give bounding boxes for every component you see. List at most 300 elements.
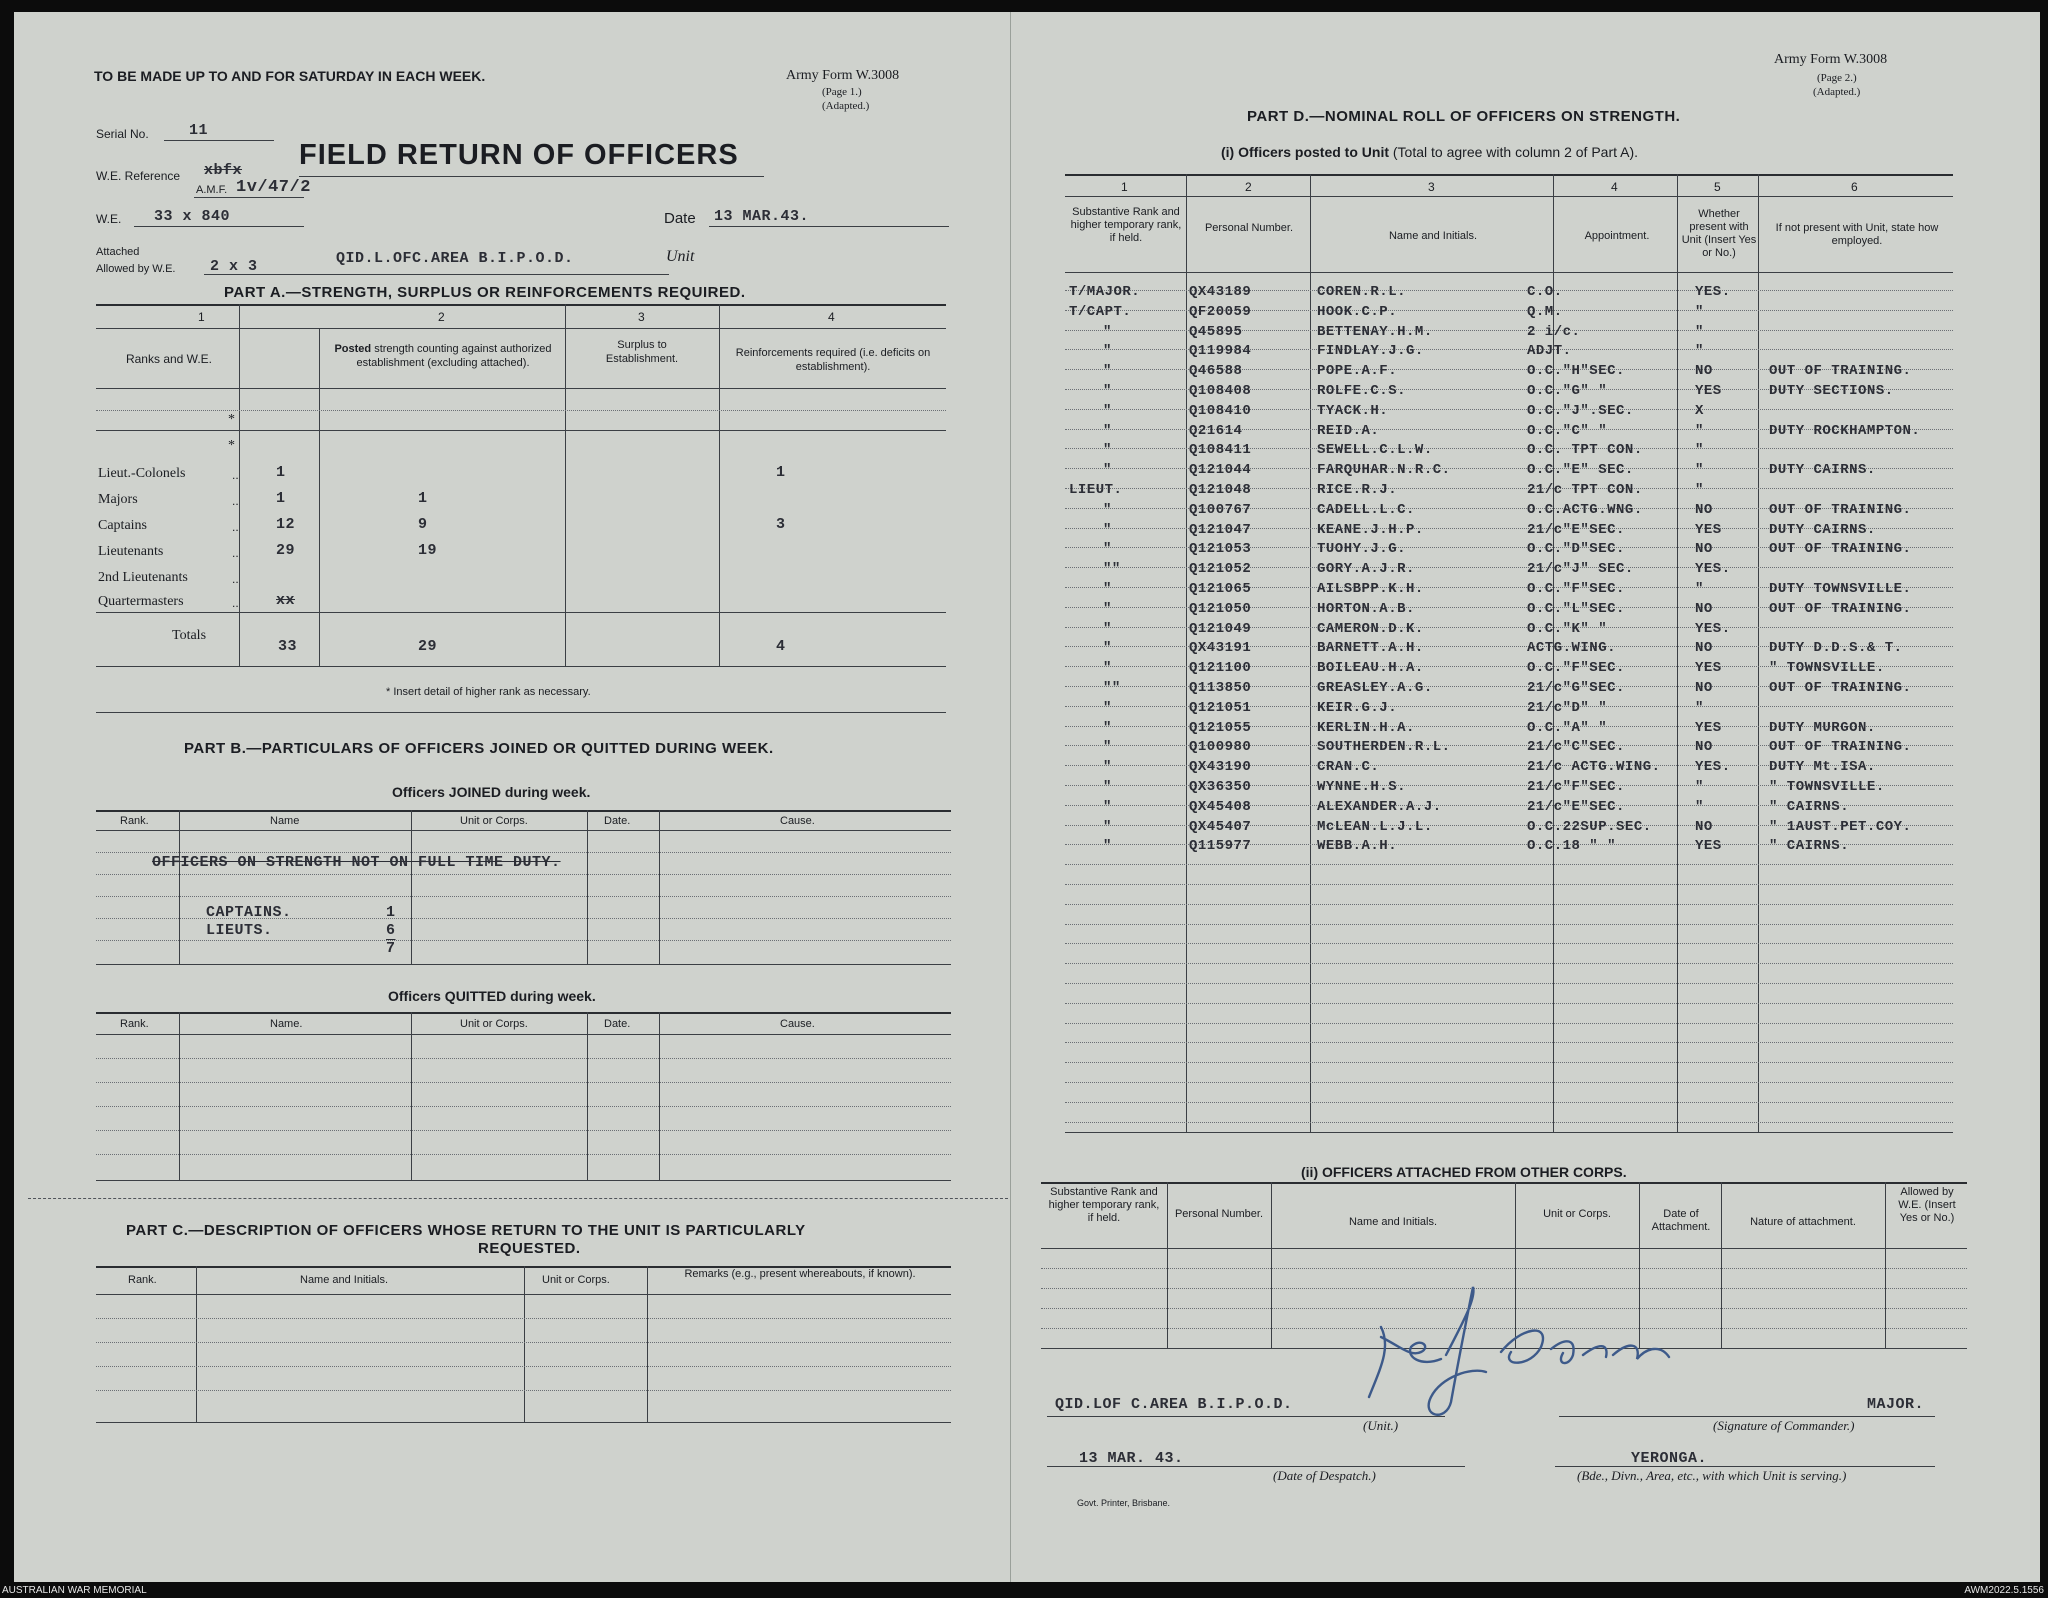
roll-name: HOOK.C.P. <box>1317 304 1398 320</box>
roll-num: QX43190 <box>1189 759 1252 775</box>
roll-how: DUTY CAIRNS. <box>1769 462 1876 478</box>
part-a-reinf-value: 1 <box>776 464 786 481</box>
roll-appt: 21/c ACTG.WING. <box>1527 759 1661 775</box>
roll-appt: ADJT. <box>1527 343 1572 359</box>
roll-present: YES <box>1695 522 1722 538</box>
roll-appt: O.C."F"SEC. <box>1527 581 1625 597</box>
unit-label-2: (Unit.) <box>1363 1418 1399 1433</box>
roll-present: " <box>1695 779 1704 795</box>
despatch-label: (Date of Despatch.) <box>1273 1468 1376 1483</box>
unit-value-2: QID.LOF C.AREA B.I.P.O.D. <box>1055 1396 1293 1413</box>
part-a-rank-label: Lieut.-Colonels <box>98 466 186 481</box>
roll-how: OUT OF TRAINING. <box>1769 601 1912 617</box>
roll-rank: " <box>1103 462 1112 478</box>
roll-appt: 21/c"C"SEC. <box>1527 739 1625 755</box>
roll-col-num-5: 5 <box>1714 180 1721 194</box>
roll-col-num-3: 3 <box>1428 180 1435 194</box>
roll-name: McLEAN.L.J.L. <box>1317 819 1433 835</box>
left-page <box>14 12 1018 1582</box>
part-a-header-surplus: Surplus to Establishment. <box>605 339 679 365</box>
att-header-name: Name and Initials. <box>1348 1216 1438 1228</box>
roll-num: Q121052 <box>1189 561 1252 577</box>
roll-num: Q108410 <box>1189 403 1252 419</box>
joined-lieuts-label: LIEUTS. <box>206 922 273 939</box>
roll-rank: " <box>1103 720 1112 736</box>
roll-name: KERLIN.H.A. <box>1317 720 1415 736</box>
roll-how: " 1AUST.PET.COY. <box>1769 819 1912 835</box>
part-a-header-reinforcements: Reinforcements required (i.e. deficits on establishment). <box>735 347 931 373</box>
roll-header-how: If not present with Unit, state how employed. <box>1775 222 1939 247</box>
roll-num: Q121053 <box>1189 541 1252 557</box>
roll-num: QX43189 <box>1189 284 1252 300</box>
roll-appt: O.C."C" " <box>1527 423 1608 439</box>
part-a-we-value: 1 <box>276 490 286 507</box>
part-a-rank-label: * <box>228 438 235 453</box>
army-form-label: Army Form W.3008 <box>786 68 900 83</box>
joined-lieuts-count: 6 <box>386 922 396 939</box>
roll-num: Q121050 <box>1189 601 1252 617</box>
roll-how: OUT OF TRAINING. <box>1769 502 1912 518</box>
roll-col-num-6: 6 <box>1851 180 1858 194</box>
roll-rank: " <box>1103 363 1112 379</box>
roll-header-appointment: Appointment. <box>1584 230 1650 242</box>
roll-how: " TOWNSVILLE. <box>1769 779 1885 795</box>
roll-present: NO <box>1695 601 1713 617</box>
roll-num: Q121065 <box>1189 581 1252 597</box>
roll-present: " <box>1695 482 1704 498</box>
roll-num: Q21614 <box>1189 423 1243 439</box>
roll-appt: 2 i/c. <box>1527 324 1581 340</box>
roll-name: CADELL.L.C. <box>1317 502 1415 518</box>
part-a-reinf-value: 3 <box>776 516 786 533</box>
roll-rank: " <box>1103 522 1112 538</box>
signature-label: (Signature of Commander.) <box>1713 1418 1855 1433</box>
roll-appt: O.C.ACTG.WNG. <box>1527 502 1643 518</box>
printer-note: Govt. Printer, Brisbane. <box>1077 1498 1171 1508</box>
roll-num: Q45895 <box>1189 324 1243 340</box>
sub-ii-title: (ii) OFFICERS ATTACHED FROM OTHER CORPS. <box>1301 1164 1627 1180</box>
page-number: (Page 1.) <box>822 86 862 98</box>
amf-label: A.M.F. <box>196 184 228 196</box>
total-posted: 29 <box>418 638 438 655</box>
roll-present: YES <box>1695 720 1722 736</box>
roll-appt: O.C."J".SEC. <box>1527 403 1634 419</box>
roll-name: BETTENAY.H.M. <box>1317 324 1433 340</box>
roll-rank: " <box>1103 383 1112 399</box>
roll-appt: O.C."A" " <box>1527 720 1608 736</box>
att-header-date: Date of Attachment. <box>1651 1208 1711 1233</box>
att-header-allowed: Allowed by W.E. (Insert Yes or No.) <box>1898 1186 1956 1224</box>
joined-header-date: Date. <box>604 815 631 827</box>
roll-appt: O.C."K" " <box>1527 621 1608 637</box>
roll-how: DUTY CAIRNS. <box>1769 522 1876 538</box>
roll-present: " <box>1695 462 1704 478</box>
roll-rank: " <box>1103 660 1112 676</box>
roll-col-num-4: 4 <box>1611 180 1618 194</box>
roll-rank: " <box>1103 423 1112 439</box>
part-a-rank-label: 2nd Lieutenants <box>98 570 188 585</box>
ruled-line <box>1065 884 1953 885</box>
right-page <box>1010 12 2040 1582</box>
roll-how: DUTY D.D.S.& T. <box>1769 640 1903 656</box>
part-c-title: PART C.—DESCRIPTION OF OFFICERS WHOSE RETURN TO THE UNIT IS PARTICULARLY <box>126 1222 806 1239</box>
roll-appt: O.C."H"SEC. <box>1527 363 1625 379</box>
part-a-title: PART A.—STRENGTH, SURPLUS OR REINFORCEMENTS REQUIRED. <box>224 284 746 301</box>
part-a-rank-label: Majors <box>98 492 138 507</box>
quitted-header-date: Date. <box>604 1018 631 1030</box>
roll-rank: "" <box>1103 680 1121 696</box>
part-b-title: PART B.—PARTICULARS OF OFFICERS JOINED OR QUITTED DURING WEEK. <box>184 740 774 757</box>
part-a-col-num-1: 1 <box>198 310 205 324</box>
joined-captains-count: 1 <box>386 904 396 921</box>
roll-num: Q113850 <box>1189 680 1252 696</box>
roll-num: Q119984 <box>1189 343 1252 359</box>
roll-name: BOILEAU.H.A. <box>1317 660 1424 676</box>
roll-name: TUOHY.J.G. <box>1317 541 1407 557</box>
roll-rank: " <box>1103 819 1112 835</box>
location-value: YERONGA. <box>1631 1450 1708 1467</box>
roll-name: BARNETT.A.H. <box>1317 640 1424 656</box>
sub-i-title: (i) Officers posted to Unit (Total to agree with column 2 of Part A). <box>1221 144 1639 160</box>
quitted-header-name: Name. <box>270 1018 303 1030</box>
roll-num: Q108411 <box>1189 442 1252 458</box>
part-a-we-value: xx <box>276 592 296 609</box>
roll-num: Q121044 <box>1189 462 1252 478</box>
roll-present: NO <box>1695 640 1713 656</box>
we-reference-label: W.E. Reference <box>96 169 181 183</box>
part-a-we-value: 12 <box>276 516 296 533</box>
roll-rank: " <box>1103 759 1112 775</box>
ruled-line <box>1065 924 1953 925</box>
roll-name: ALEXANDER.A.J. <box>1317 799 1442 815</box>
roll-rank: " <box>1103 700 1112 716</box>
ruled-line <box>1065 1003 1953 1004</box>
roll-num: Q121051 <box>1189 700 1252 716</box>
roll-num: Q115977 <box>1189 838 1252 854</box>
ruled-line <box>1065 1023 1953 1024</box>
roll-appt: 21/c"G"SEC. <box>1527 680 1625 696</box>
ruled-line <box>1065 983 1953 984</box>
roll-how: OUT OF TRAINING. <box>1769 680 1912 696</box>
roll-how: OUT OF TRAINING. <box>1769 363 1912 379</box>
quitted-header-rank: Rank. <box>120 1018 149 1030</box>
commander-signature <box>1351 1277 1681 1437</box>
roll-rank: " <box>1103 799 1112 815</box>
part-a-col-num-4: 4 <box>828 310 835 324</box>
roll-present: YES. <box>1695 561 1731 577</box>
roll-appt: O.C.22SUP.SEC. <box>1527 819 1652 835</box>
roll-name: CAMERON.D.K. <box>1317 621 1424 637</box>
allowed-label: Allowed by W.E. <box>96 263 176 275</box>
joined-title: Officers JOINED during week. <box>392 784 591 800</box>
roll-how: DUTY MURGON. <box>1769 720 1876 736</box>
roll-appt: C.O. <box>1527 284 1563 300</box>
joined-note: OFFICERS ON STRENGTH NOT ON FULL TIME DUTY. <box>152 854 561 871</box>
roll-num: Q121049 <box>1189 621 1252 637</box>
part-a-rank-label: Captains <box>98 518 147 533</box>
roll-rank: LIEUT. <box>1069 482 1123 498</box>
roll-num: Q121100 <box>1189 660 1252 676</box>
despatch-date: 13 MAR. 43. <box>1079 1450 1184 1467</box>
leader-dots: .. <box>232 520 239 534</box>
date-value: 13 MAR.43. <box>714 208 810 225</box>
part-a-we-value: 1 <box>276 464 286 481</box>
quitted-title: Officers QUITTED during week. <box>388 988 596 1004</box>
quitted-header-unit: Unit or Corps. <box>460 1018 528 1030</box>
att-header-rank: Substantive Rank and higher temporary rank, if held. <box>1048 1186 1160 1224</box>
ruled-line <box>1065 1102 1953 1103</box>
roll-present: NO <box>1695 739 1713 755</box>
part-c-header-name: Name and Initials. <box>300 1274 389 1286</box>
roll-name: POPE.A.F. <box>1317 363 1398 379</box>
leader-dots: .. <box>232 572 239 586</box>
ruled-line <box>1065 1042 1953 1043</box>
roll-how: " CAIRNS. <box>1769 799 1850 815</box>
adapted-label-2: (Adapted.) <box>1813 86 1861 98</box>
totals-label: Totals <box>172 628 207 643</box>
roll-col-num-1: 1 <box>1121 180 1128 194</box>
roll-present: " <box>1695 423 1704 439</box>
joined-total: 7 <box>386 940 396 957</box>
roll-present: " <box>1695 304 1704 320</box>
roll-rank: " <box>1103 640 1112 656</box>
roll-name: GORY.A.J.R. <box>1317 561 1415 577</box>
roll-num: Q108408 <box>1189 383 1252 399</box>
roll-num: QX43191 <box>1189 640 1252 656</box>
part-c-title-cont: REQUESTED. <box>478 1240 581 1257</box>
we-reference-struck: xbfx <box>204 162 243 179</box>
roll-present: YES. <box>1695 759 1731 775</box>
form-title: FIELD RETURN OF OFFICERS <box>299 139 739 171</box>
top-note: TO BE MADE UP TO AND FOR SATURDAY IN EACH WEEK. <box>94 68 486 84</box>
ruled-line <box>1065 904 1953 905</box>
roll-header-rank: Substantive Rank and higher temporary rank, if held. <box>1070 206 1182 244</box>
roll-name: FINDLAY.J.G. <box>1317 343 1424 359</box>
roll-appt: O.C.18 " " <box>1527 838 1617 854</box>
roll-appt: O.C. TPT CON. <box>1527 442 1643 458</box>
part-a-header-posted: Posted strength counting against authorized establishment (excluding attached). <box>334 343 552 369</box>
allowed-value: 2 x 3 <box>210 258 258 275</box>
attached-label: Attached <box>96 246 140 258</box>
total-reinforcements: 4 <box>776 638 786 655</box>
part-a-rank-label: * <box>228 412 235 427</box>
roll-num: Q100980 <box>1189 739 1252 755</box>
part-a-rank-label: Lieutenants <box>98 544 164 559</box>
joined-captains-label: CAPTAINS. <box>206 904 292 921</box>
we-value: 33 x 840 <box>154 208 231 225</box>
roll-num: Q121047 <box>1189 522 1252 538</box>
unit-label: Unit <box>666 248 695 265</box>
roll-appt: O.C."F"SEC. <box>1527 660 1625 676</box>
roll-name: SEWELL.C.L.W. <box>1317 442 1433 458</box>
roll-how: " TOWNSVILLE. <box>1769 660 1885 676</box>
roll-rank: " <box>1103 343 1112 359</box>
roll-header-present: Whether present with Unit (Insert Yes or No.) <box>1681 208 1757 259</box>
date-label: Date <box>664 210 696 227</box>
ruled-line <box>1065 943 1953 944</box>
insert-note: * Insert detail of higher rank as necessary. <box>386 686 591 698</box>
att-header-nature: Nature of attachment. <box>1750 1216 1856 1228</box>
roll-name: TYACK.H. <box>1317 403 1389 419</box>
roll-rank: " <box>1103 502 1112 518</box>
roll-name: FARQUHAR.N.R.C. <box>1317 462 1451 478</box>
ruled-line <box>1065 864 1953 865</box>
part-a-posted-value: 1 <box>418 490 428 507</box>
unit-value: QID.L.OFC.AREA B.I.P.O.D. <box>336 250 574 267</box>
roll-name: AILSBPP.K.H. <box>1317 581 1424 597</box>
roll-present: " <box>1695 324 1704 340</box>
roll-rank: " <box>1103 403 1112 419</box>
part-c-header-rank: Rank. <box>128 1274 157 1286</box>
leader-dots: .. <box>232 494 239 508</box>
roll-rank: T/CAPT. <box>1069 304 1132 320</box>
commander-rank: MAJOR. <box>1867 1396 1925 1413</box>
joined-header-unit: Unit or Corps. <box>460 815 528 827</box>
roll-present: NO <box>1695 502 1713 518</box>
roll-appt: 21/c"F"SEC. <box>1527 779 1625 795</box>
roll-num: Q46588 <box>1189 363 1243 379</box>
part-c-header-unit: Unit or Corps. <box>542 1274 610 1286</box>
location-label: (Bde., Divn., Area, etc., with which Unit is serving.) <box>1577 1468 1847 1483</box>
roll-present: " <box>1695 343 1704 359</box>
quitted-header-cause: Cause. <box>780 1018 815 1030</box>
roll-name: KEIR.G.J. <box>1317 700 1398 716</box>
roll-name: SOUTHERDEN.R.L. <box>1317 739 1451 755</box>
roll-present: " <box>1695 442 1704 458</box>
part-a-posted-value: 19 <box>418 542 438 559</box>
roll-appt: ACTG.WING. <box>1527 640 1617 656</box>
joined-header-cause: Cause. <box>780 815 815 827</box>
part-a-we-value: 29 <box>276 542 296 559</box>
roll-appt: 21/c"D" " <box>1527 700 1608 716</box>
roll-num: QX45407 <box>1189 819 1252 835</box>
leader-dots: .. <box>232 546 239 560</box>
roll-present: YES. <box>1695 621 1731 637</box>
roll-name: HORTON.A.B. <box>1317 601 1415 617</box>
roll-rank: " <box>1103 601 1112 617</box>
roll-name: WEBB.A.H. <box>1317 838 1398 854</box>
roll-how: DUTY SECTIONS. <box>1769 383 1894 399</box>
roll-rank: " <box>1103 621 1112 637</box>
roll-present: YES <box>1695 383 1722 399</box>
roll-rank: " <box>1103 779 1112 795</box>
roll-rank: " <box>1103 581 1112 597</box>
joined-header-name: Name <box>270 815 300 827</box>
roll-appt: Q.M. <box>1527 304 1563 320</box>
roll-present: YES. <box>1695 284 1731 300</box>
roll-present: NO <box>1695 680 1713 696</box>
roll-appt: 21/c"J" SEC. <box>1527 561 1634 577</box>
roll-rank: "" <box>1103 561 1121 577</box>
leader-dots: .. <box>232 468 239 482</box>
part-a-header-ranks: Ranks and W.E. <box>125 352 213 366</box>
roll-how: DUTY Mt.ISA. <box>1769 759 1876 775</box>
roll-how: OUT OF TRAINING. <box>1769 739 1912 755</box>
adapted-label: (Adapted.) <box>822 100 870 112</box>
ruled-line <box>1065 1122 1953 1123</box>
we-label: W.E. <box>96 212 122 226</box>
roll-appt: O.C."L"SEC. <box>1527 601 1625 617</box>
serial-label: Serial No. <box>96 127 149 141</box>
att-header-number: Personal Number. <box>1174 1208 1264 1220</box>
roll-num: Q121055 <box>1189 720 1252 736</box>
roll-how: OUT OF TRAINING. <box>1769 541 1912 557</box>
leader-dots: .. <box>232 596 239 610</box>
ruled-line <box>1065 963 1953 964</box>
roll-num: QF20059 <box>1189 304 1252 320</box>
roll-name: WYNNE.H.S. <box>1317 779 1407 795</box>
roll-appt: O.C."D"SEC. <box>1527 541 1625 557</box>
roll-rank: " <box>1103 324 1112 340</box>
footer-left: AUSTRALIAN WAR MEMORIAL <box>2 1585 147 1596</box>
roll-name: RICE.R.J. <box>1317 482 1398 498</box>
roll-appt: 21/c"E"SEC. <box>1527 522 1625 538</box>
roll-how: DUTY TOWNSVILLE. <box>1769 581 1912 597</box>
roll-present: NO <box>1695 363 1713 379</box>
roll-appt: 21/c"E"SEC. <box>1527 799 1625 815</box>
roll-num: Q100767 <box>1189 502 1252 518</box>
ruled-line <box>1065 1062 1953 1063</box>
part-a-col-num-2: 2 <box>438 310 445 324</box>
roll-present: NO <box>1695 819 1713 835</box>
roll-how: DUTY ROCKHAMPTON. <box>1769 423 1921 439</box>
amf-value: 1v/47/2 <box>236 178 311 197</box>
roll-col-num-2: 2 <box>1245 180 1252 194</box>
roll-present: NO <box>1695 541 1713 557</box>
part-a-col-num-3: 3 <box>638 310 645 324</box>
part-a-posted-value: 9 <box>418 516 428 533</box>
roll-appt: O.C."G" " <box>1527 383 1608 399</box>
roll-num: QX36350 <box>1189 779 1252 795</box>
roll-name: REID.A. <box>1317 423 1380 439</box>
roll-present: " <box>1695 799 1704 815</box>
joined-header-rank: Rank. <box>120 815 149 827</box>
part-d-title: PART D.—NOMINAL ROLL OF OFFICERS ON STRENGTH. <box>1247 108 1681 125</box>
roll-header-number: Personal Number. <box>1204 222 1294 234</box>
page-number-2: (Page 2.) <box>1817 72 1857 84</box>
roll-header-name: Name and Initials. <box>1388 230 1478 242</box>
roll-present: X <box>1695 403 1704 419</box>
part-a-rank-label: Quartermasters <box>98 594 184 609</box>
serial-value: 11 <box>189 122 209 139</box>
roll-rank: " <box>1103 541 1112 557</box>
army-form-label-2: Army Form W.3008 <box>1774 52 1888 67</box>
part-c-header-remarks: Remarks (e.g., present whereabouts, if known). <box>684 1268 916 1280</box>
roll-appt: O.C."E" SEC. <box>1527 462 1634 478</box>
roll-appt: 21/c TPT CON. <box>1527 482 1643 498</box>
ruled-line <box>1065 1082 1953 1083</box>
roll-present: YES <box>1695 660 1722 676</box>
roll-rank: " <box>1103 442 1112 458</box>
roll-num: QX45408 <box>1189 799 1252 815</box>
roll-rank: " <box>1103 838 1112 854</box>
roll-rank: " <box>1103 739 1112 755</box>
roll-present: " <box>1695 581 1704 597</box>
roll-present: " <box>1695 700 1704 716</box>
roll-name: GREASLEY.A.G. <box>1317 680 1433 696</box>
footer-right: AWM2022.5.1556 <box>1964 1585 2044 1596</box>
roll-rank: T/MAJOR. <box>1069 284 1141 300</box>
roll-name: KEANE.J.H.P. <box>1317 522 1424 538</box>
roll-name: CRAN.C. <box>1317 759 1380 775</box>
roll-how: " CAIRNS. <box>1769 838 1850 854</box>
roll-name: COREN.R.L. <box>1317 284 1407 300</box>
att-header-unit: Unit or Corps. <box>1543 1208 1611 1220</box>
total-we: 33 <box>278 638 298 655</box>
roll-present: YES <box>1695 838 1722 854</box>
roll-name: ROLFE.C.S. <box>1317 383 1407 399</box>
roll-num: Q121048 <box>1189 482 1252 498</box>
